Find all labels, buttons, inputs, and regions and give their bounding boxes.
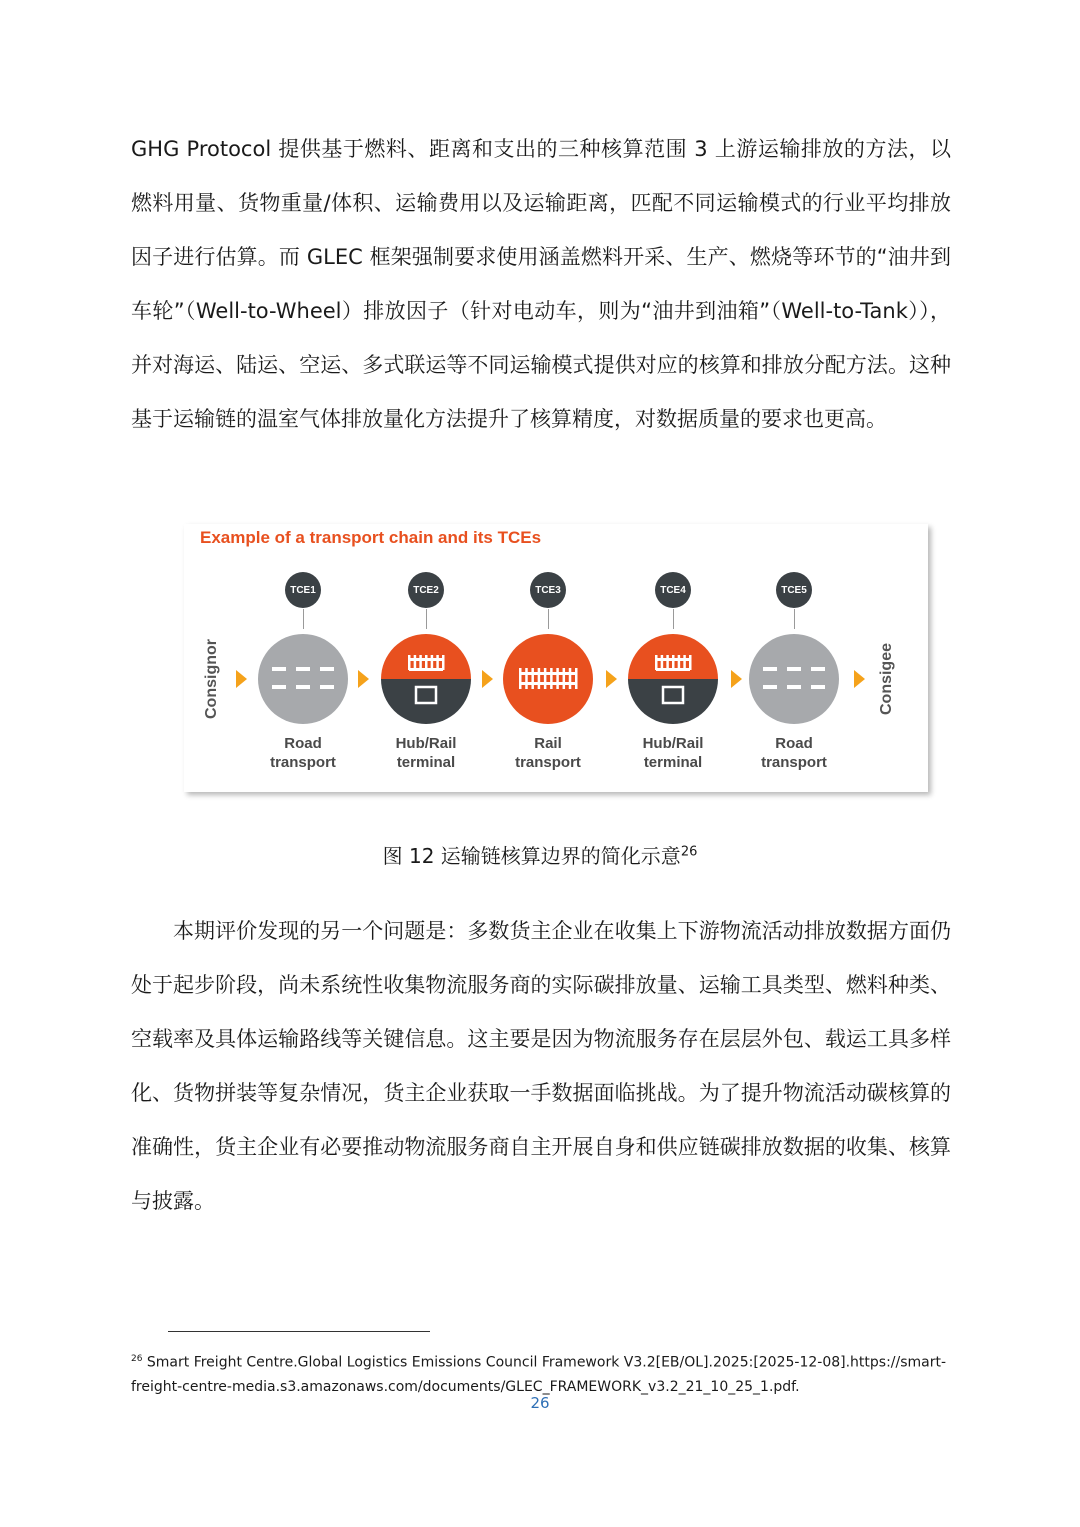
element-label-2 [371,734,481,772]
tce-badge-5: TCE5 [776,572,812,608]
tce-badge-3: TCE3 [530,572,566,608]
element-label-line2: terminal [396,754,456,771]
flow-arrow-4 [606,670,617,688]
body-paragraph-2: 本期评价发现的另一个问题是：多数货主企业在收集上下游物流活动排放数据方面仍处于起步阶段，尚未系统性收集物流服务商的实际碳排放量、运输工具类型、燃料种类、空载率及具体运输路线等关键信息。这主要是因为物流服务存在层层外包、载运工具多样化、货物拼装等复杂情况，货主企业获取一手数据面临挑战。为了提升物流活动碳核算的准确性，货主企业有必要推动物流服务商自主开展自身和供应链碳排放数据的收集、核算与披露。 [131,919,951,1213]
element-label-line2: terminal [643,754,703,771]
consignee-label: Consigee [878,642,895,716]
flow-arrow-3 [482,670,493,688]
flow-arrow-1 [236,670,247,688]
body-paragraph-1: GHG Protocol 提供基于燃料、距离和支出的三种核算范围 3 上游运输排放的方法，以燃料用量、货物重量/体积、运输费用以及运输距离，匹配不同运输模式的行业平均排放因子进行估算。而 GLEC 框架强制要求使用涵盖燃料开采、生产、燃烧等环节的“油井到车轮”（Well-to-Wheel）排放因子（针对电动车，则为“油井到油箱”（Well-to-Tank）），并对海运、陆运、空运、多式联运等不同运输模式提供对应的核算和排放分配方法。这种基于运输链的温室气体排放量化方法提升了核算精度，对数据质量的要求也更高。 [131,137,951,431]
road-transport-icon [749,634,839,724]
element-label-line1: Road [775,735,813,752]
rail-transport-icon [503,634,593,724]
figure-title: Example of a transport chain and its TCEs [200,528,542,547]
hub-rail-terminal-icon [628,634,718,724]
element-label-line2: transport [761,754,827,771]
element-label-3 [493,734,603,772]
element-label-line2: transport [515,754,581,771]
caption-text: 图 12 运输链核算边界的简化示意 [382,844,681,868]
transport-chain-figure [184,524,928,792]
tce-connector-2 [426,609,427,629]
element-label-line1: Road [284,735,322,752]
footnote [131,1347,951,1399]
consignor-label: Consignor [203,639,220,719]
figure-caption [0,840,1080,869]
flow-arrow-6 [854,670,865,688]
element-label-line1: Hub/Rail [395,735,457,752]
tce-connector-5 [794,609,795,629]
flow-arrow-2 [358,670,369,688]
tce-badge-1: TCE1 [285,572,321,608]
flow-arrow-5 [731,670,742,688]
tce-badge-2: TCE2 [408,572,444,608]
tce-badge-4: TCE4 [655,572,691,608]
road-transport-icon [258,634,348,724]
tce-connector-4 [673,609,674,629]
element-label-4 [618,734,728,772]
element-label-1 [248,734,358,772]
footnote-separator [168,1331,430,1332]
element-label-line1: Hub/Rail [642,735,704,752]
element-label-line1: Rail [534,735,562,752]
caption-footnote-ref: 26 [680,844,698,860]
page-number: 26 [530,1394,550,1412]
element-label-5 [739,734,849,772]
footnote-number: 26 [131,1354,143,1364]
element-label-line2: transport [270,754,336,771]
footnote-text: Smart Freight Centre.Global Logistics Emissions Council Framework V3.2[EB/OL].2025:[2025-12-08].https://smart-freight-centre-media.s3.amazonaws.com/documents/GLEC_FRAMEWORK_v3.2_21_10_25_1.pdf. [131,1354,947,1395]
tce-connector-1 [303,609,304,629]
tce-connector-3 [548,609,549,629]
hub-rail-terminal-icon [381,634,471,724]
